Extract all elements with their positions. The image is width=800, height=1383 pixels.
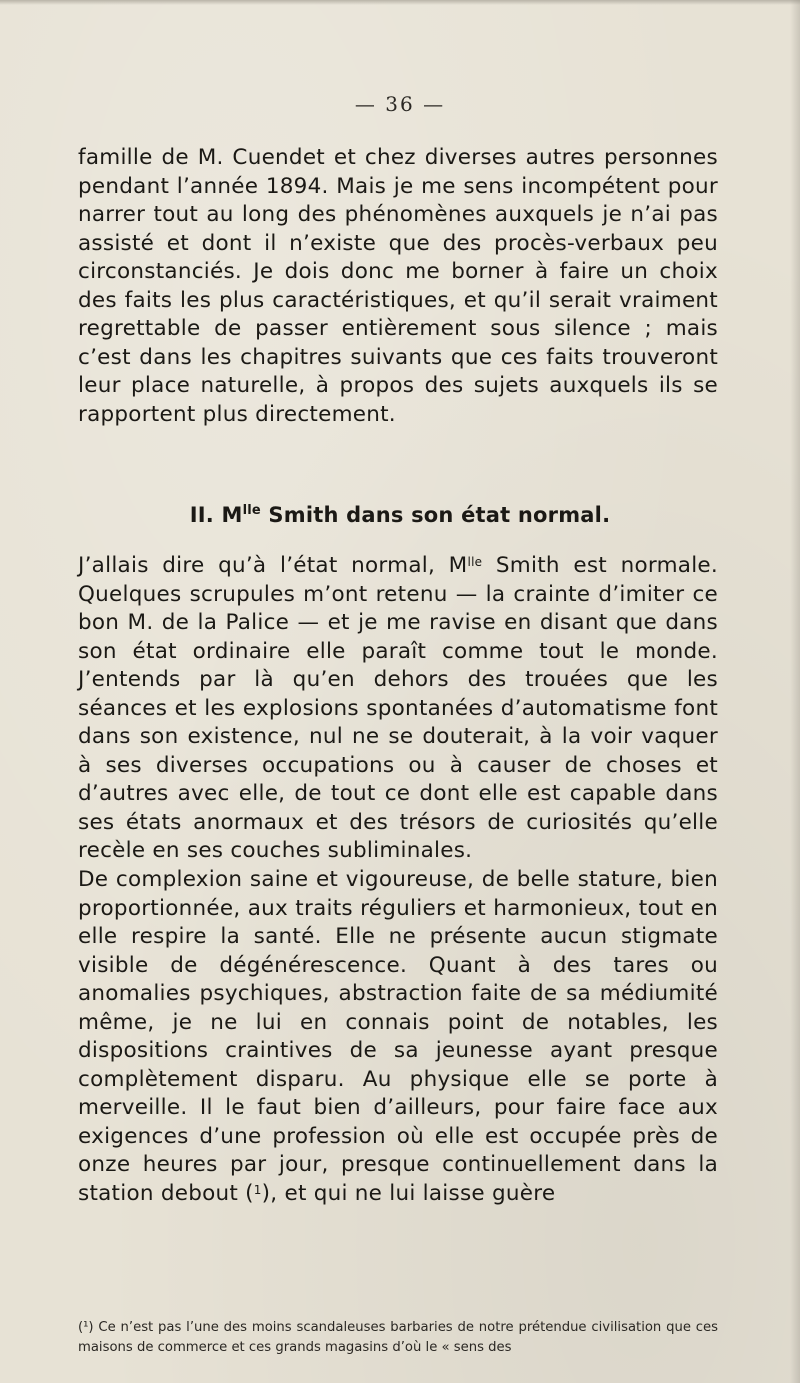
section-heading <box>0 503 800 527</box>
paragraph-2-rest: Smith est normale. Quelques scrupules m’ont retenu — la crainte d’imiter ce bon M. de la Palice — et je me ravise en disant que dans son état ordinaire elle paraît comme tout le monde. J’entends par là qu’en dehors des trouées que les séances et les explosions spontanées d’automatisme font dans son existence, nul ne se douterait, à la voir vaquer à ses diverses occupations ou à causer de choses et d’autres avec elle, de tout ce dont elle est capable dans ses états anormaux et des trésors de curiosités qu’elle recèle en ses couches subliminales. <box>78 553 718 864</box>
page-top-edge <box>0 0 800 5</box>
paragraph-3-end: ), et qui ne lui laisse guère <box>261 1181 556 1207</box>
intro-paragraph-block <box>78 144 718 429</box>
footnote-reference: 1 <box>253 1183 262 1198</box>
page-right-edge <box>790 0 800 1383</box>
section-number: II. <box>189 503 214 527</box>
section-title-prefix: M <box>221 503 243 527</box>
body-text-block <box>78 552 718 1209</box>
footnote-text: Ce n’est pas l’une des moins scandaleuses barbaries de notre prétendue civilisation que ces maisons de commerce et ces grands magasins d’où le « sens des <box>78 1320 718 1355</box>
paragraph-3 <box>78 866 718 1209</box>
paragraph-2 <box>78 552 718 866</box>
page-number: — 36 — <box>354 92 446 116</box>
paragraph-2-superscript: lle <box>467 555 483 569</box>
footnote <box>78 1318 718 1358</box>
paragraph-2-start: J’allais dire qu’à l’état normal, M <box>78 553 468 578</box>
section-title-rest: Smith dans son état normal. <box>260 503 611 527</box>
footnote-marker: (¹) <box>78 1320 94 1335</box>
paragraph-3-start: De complexion saine et vigoureuse, de belle stature, bien proportionnée, aux traits réguliers et harmonieux, tout en elle respire la santé. Elle ne présente aucun stigmate visible de dégénérescence. Quant à des tares ou anomalies psychiques, abstraction faite de sa médiumité même, je ne lui en connais point de notables, les dispositions craintives de sa jeunesse ayant presque complètement disparu. Au physique elle se porte à merveille. Il le faut bien d’ailleurs, pour faire face aux exigences d’une profession où elle est occupée près de onze heures par jour, presque continuellement dans la station debout ( <box>78 867 718 1207</box>
section-title-superscript: lle <box>242 503 261 518</box>
intro-paragraph: famille de M. Cuendet et chez diverses autres personnes pendant l’année 1894. Mais je me sens incompétent pour narrer tout au long des phénomènes auxquels je n’ai pas assisté et dont il n’existe que des procès-verbaux peu circonstanciés. Je dois donc me borner à faire un choix des faits les plus caractéristiques, et qu’il serait vraiment regrettable de passer entièrement sous silence ; mais c’est dans les chapitres suivants que ces faits trouveront leur place naturelle, à propos des sujets auxquels ils se rapportent plus directement. <box>78 145 718 427</box>
